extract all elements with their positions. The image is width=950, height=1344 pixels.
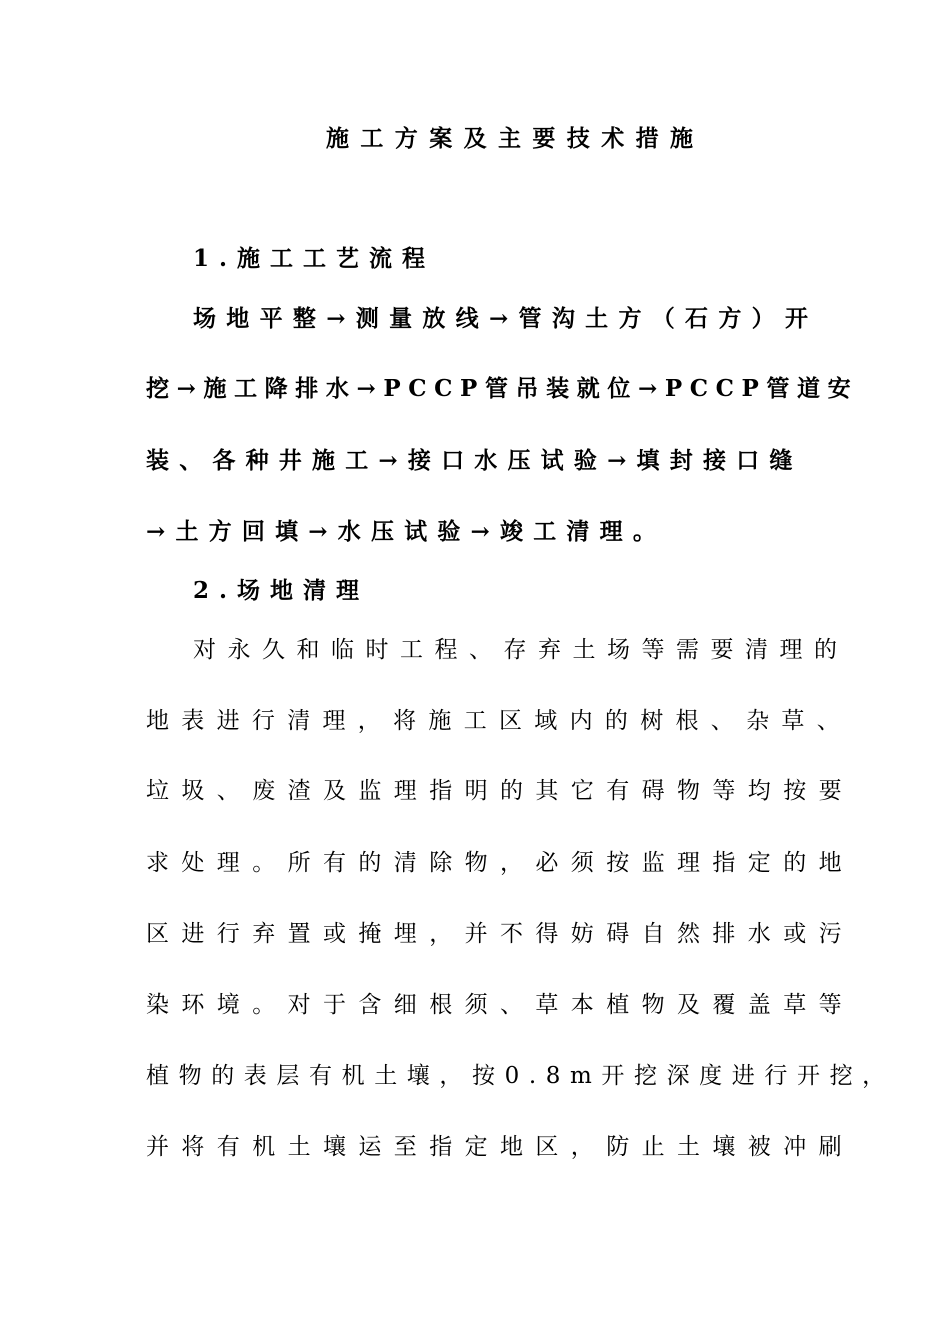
- paragraph-line: 装、各种井施工→接口水压试验→填封接口缝: [146, 447, 803, 474]
- paragraph-line: 植物的表层有机土壤，按0.8m开挖深度进行开挖，: [146, 1063, 895, 1089]
- paragraph-line: 求处理。所有的清除物，必须按监理指定的地: [146, 850, 854, 876]
- paragraph-line: 垃圾、废渣及监理指明的其它有碍物等均按要: [146, 778, 854, 804]
- document-title: 施工方案及主要技术措施: [326, 125, 705, 152]
- paragraph-line: 并将有机土壤运至指定地区，防止土壤被冲刷: [146, 1134, 854, 1160]
- section-1-heading: 1.施工工艺流程: [193, 245, 436, 272]
- paragraph-line: 对永久和临时工程、存弃土场等需要清理的: [193, 637, 849, 663]
- paragraph-line: 区进行弃置或掩埋，并不得妨碍自然排水或污: [146, 921, 854, 947]
- paragraph-line: 地表进行清理，将施工区域内的树根、杂草、: [146, 708, 852, 734]
- paragraph-line: 挖→施工降排水→PCCP管吊装就位→PCCP管道安: [146, 375, 859, 402]
- section-2-heading: 2.场地清理: [193, 577, 370, 604]
- paragraph-line: 场地平整→测量放线→管沟土方（石方）开: [193, 305, 819, 332]
- paragraph-line: 染环境。对于含细根须、草本植物及覆盖草等: [146, 992, 854, 1018]
- paragraph-line: →土方回填→水压试验→竣工清理。: [146, 518, 667, 545]
